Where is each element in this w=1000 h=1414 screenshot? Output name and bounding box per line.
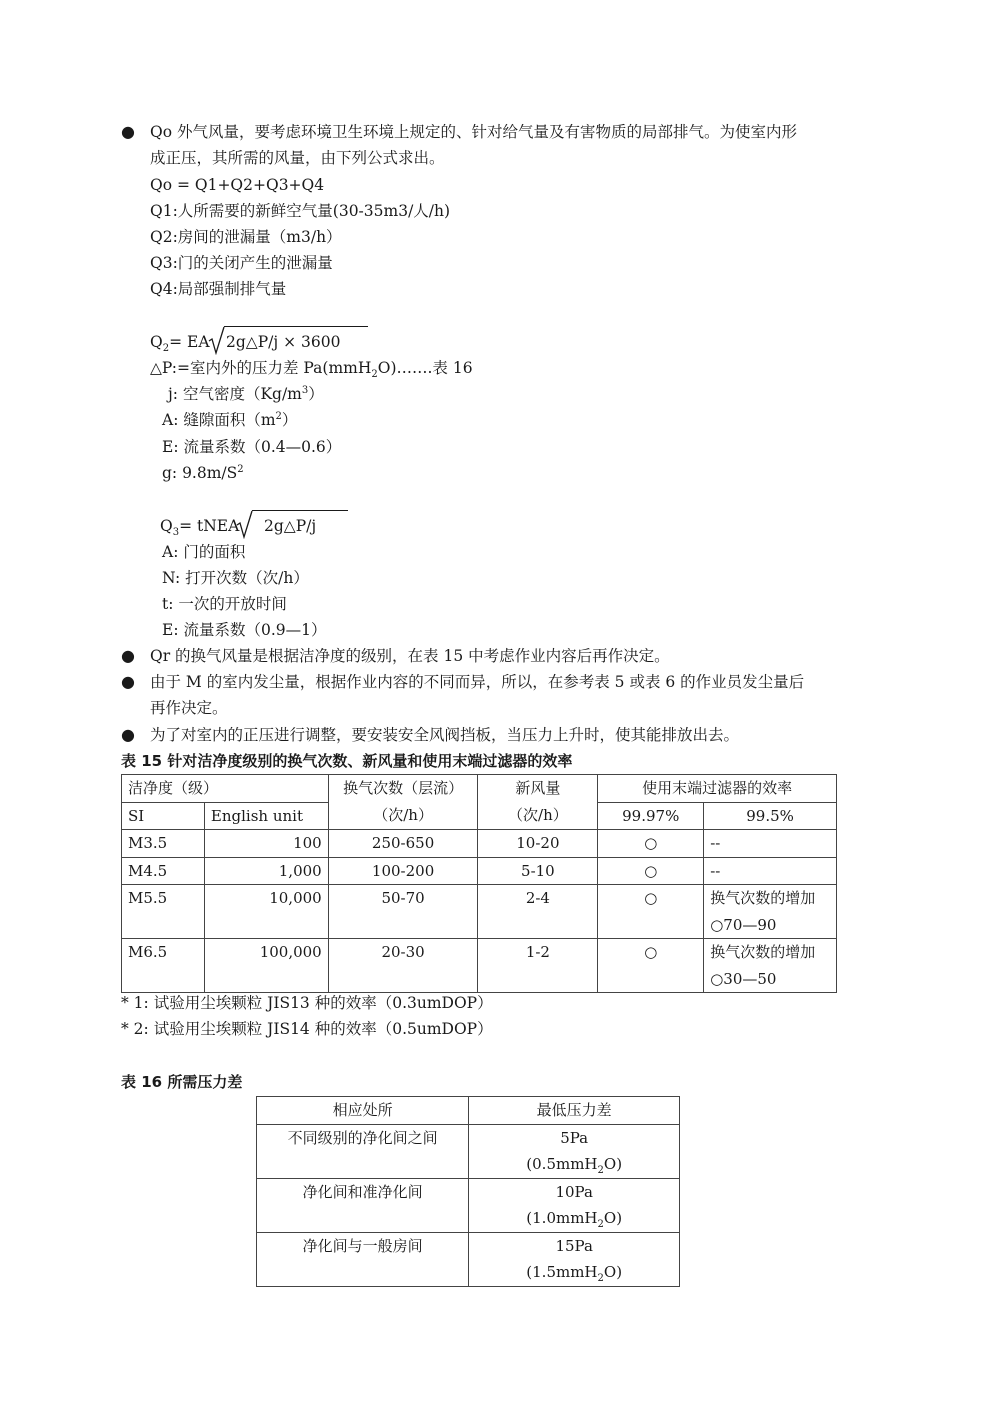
table-row (122, 830, 837, 858)
table15-note-1: * 1: 试验用尘埃颗粒 JIS13 种的效率（0.3umDOP） (121, 994, 493, 1012)
header-filter: 使用末端过滤器的效率 (598, 775, 837, 803)
header-location: 相应处所 (257, 1097, 469, 1125)
mm-text-post: O) (603, 1155, 623, 1173)
cell-pressure-pa: 15Pa (555, 1236, 593, 1255)
cell-location: 净化间与一般房间 (257, 1232, 469, 1286)
header-air-changes-label: 换气次数（层流） (343, 779, 464, 797)
j-text-post: ） (308, 385, 324, 403)
j-text: j: 空气密度（Kg/m (168, 385, 302, 403)
mm-sub: 2 (597, 1165, 604, 1176)
q1-definition: Q1:人所需要的新鲜空气量(30-35m3/人/h) (150, 202, 451, 220)
q2-radicand: 2g△P/j × 3600 (226, 333, 341, 351)
cell-eff2 (704, 885, 837, 939)
table15 (121, 774, 837, 993)
cell-eff2-line2: ○70—90 (710, 915, 777, 934)
e-definition: E: 流量系数（0.4—0.6） (162, 438, 342, 456)
header-si: SI (122, 802, 205, 830)
header-air-changes-unit: （次/h） (373, 805, 433, 824)
mm-sub: 2 (597, 1273, 604, 1284)
header-fresh-air-label: 新风量 (515, 779, 561, 797)
paragraph-m-line1: 由于 M 的室内发尘量，根据作业内容的不同而异，所以，在参考表 5 或表 6 的作业员发尘量后 (150, 673, 805, 691)
table16 (256, 1096, 680, 1287)
cell-pressure-mm (475, 1259, 673, 1286)
cell-si: M4.5 (122, 857, 205, 885)
table15-title: 表 15 针对洁净度级别的换气次数、新风量和使用末端过滤器的效率 (121, 752, 573, 770)
cell-pressure-pa: 5Pa (560, 1128, 589, 1147)
q3-definition: Q3:门的关闭产生的泄漏量 (150, 254, 333, 272)
q2-lhs-sub: 2 (162, 343, 170, 355)
a-sup: 2 (275, 410, 282, 422)
cell-eff2-line1: 换气次数的增加 (710, 943, 816, 961)
g-sup: 2 (237, 463, 244, 475)
header-fresh-air (478, 775, 598, 830)
cell-air-changes: 100-200 (328, 857, 478, 885)
cell-air-changes: 20-30 (328, 939, 478, 993)
cell-pressure (469, 1232, 680, 1286)
mm-text: (0.5mmH (526, 1155, 598, 1173)
delta-p-text-post: O)…….表 16 (377, 359, 473, 377)
cell-fresh-air: 5-10 (478, 857, 598, 885)
qo-formula: Qo = Q1+Q2+Q3+Q4 (150, 176, 325, 194)
header-eff1: 99.97% (598, 802, 704, 830)
bullet-4: ● (121, 725, 135, 744)
q3-lhs-rest: = tNEA (179, 517, 240, 535)
table-row (257, 1232, 680, 1286)
cell-english: 1,000 (204, 857, 328, 885)
q2-formula (150, 332, 210, 355)
cell-pressure (469, 1178, 680, 1232)
cell-pressure-mm (475, 1205, 673, 1232)
cell-eff1: ○ (598, 830, 704, 858)
table-row (257, 1178, 680, 1232)
cell-pressure (469, 1124, 680, 1178)
cell-english: 100,000 (204, 939, 328, 993)
j-definition (168, 384, 324, 404)
mm-text-post: O) (603, 1263, 623, 1281)
cell-eff1: ○ (598, 885, 704, 939)
mm-sub: 2 (597, 1219, 604, 1230)
q3-a-definition: A: 门的面积 (162, 543, 246, 561)
q3-n-definition: N: 打开次数（次/h） (162, 569, 309, 587)
mm-text: (1.0mmH (526, 1209, 598, 1227)
header-eff2: 99.5% (704, 802, 837, 830)
q3-lhs-sub: 3 (172, 527, 180, 539)
q4-definition: Q4:局部强制排气量 (150, 280, 287, 298)
header-air-changes (328, 775, 478, 830)
a-text-post: ） (281, 411, 298, 429)
paragraph-m-line2: 再作决定。 (150, 699, 228, 717)
paragraph-qo-line2: 成正压，其所需的风量，由下列公式求出。 (150, 149, 445, 167)
cell-eff2: -- (704, 857, 837, 885)
cell-si: M5.5 (122, 885, 205, 939)
cell-air-changes: 50-70 (328, 885, 478, 939)
cell-english: 10,000 (204, 885, 328, 939)
bullet-2: ● (121, 646, 135, 665)
q2-definition: Q2:房间的泄漏量（m3/h） (150, 228, 342, 246)
paragraph-qr: Qr 的换气风量是根据洁净度的级别，在表 15 中考虑作业内容后再作决定。 (150, 647, 670, 665)
cell-location: 不同级别的净化间之间 (257, 1124, 469, 1178)
q3-radicand: 2g△P/j (264, 517, 317, 535)
table-row (122, 939, 837, 993)
cell-location: 净化间和准净化间 (257, 1178, 469, 1232)
header-english: English unit (204, 802, 328, 830)
j-sup: 3 (301, 384, 309, 396)
cell-eff2-line2: ○30—50 (710, 969, 777, 988)
cell-fresh-air: 1-2 (478, 939, 598, 993)
a-definition (162, 410, 297, 430)
header-min-diff: 最低压力差 (469, 1097, 680, 1125)
cell-fresh-air: 2-4 (478, 885, 598, 939)
header-cleanliness: 洁净度（级） (122, 775, 329, 803)
paragraph-qo-line1: Qo 外气风量，要考虑环境卫生环境上规定的、针对给气量及有害物质的局部排气。为使室内形 (150, 123, 797, 141)
q2-lhs: Q (150, 333, 163, 351)
sqrt-icon (236, 509, 256, 539)
bullet-1: ● (121, 122, 135, 141)
q3-formula (160, 516, 240, 539)
table-row (122, 857, 837, 885)
table-row (257, 1124, 680, 1178)
bullet-3: ● (121, 672, 135, 691)
cell-pressure-pa: 10Pa (555, 1182, 593, 1201)
cell-eff2-line1: 换气次数的增加 (710, 889, 816, 907)
mm-text-post: O) (603, 1209, 623, 1227)
cell-eff1: ○ (598, 857, 704, 885)
g-text: g: 9.8m/S (162, 464, 238, 482)
cell-eff1: ○ (598, 939, 704, 993)
q2-lhs-rest: = EA (169, 333, 210, 351)
cell-english: 100 (204, 830, 328, 858)
cell-fresh-air: 10-20 (478, 830, 598, 858)
cell-eff2: -- (704, 830, 837, 858)
sqrt-icon (208, 325, 228, 355)
cell-si: M3.5 (122, 830, 205, 858)
q3-e-definition: E: 流量系数（0.9—1） (162, 621, 327, 639)
cell-si: M6.5 (122, 939, 205, 993)
mm-text: (1.5mmH (526, 1263, 598, 1281)
header-fresh-air-unit: （次/h） (508, 805, 568, 824)
paragraph-damper: 为了对室内的正压进行调整，要安装安全风阀挡板，当压力上升时，使其能排放出去。 (150, 726, 740, 744)
cell-air-changes: 250-650 (328, 830, 478, 858)
cell-eff2 (704, 939, 837, 993)
delta-p-text: △P:=室内外的压力差 Pa(mmH (150, 359, 372, 377)
table16-title: 表 16 所需压力差 (121, 1073, 243, 1091)
table15-note-2: * 2: 试验用尘埃颗粒 JIS14 种的效率（0.5umDOP） (121, 1020, 493, 1038)
delta-p-sub: 2 (371, 369, 378, 381)
table-row (122, 885, 837, 939)
g-definition (162, 463, 244, 483)
cell-pressure-mm (475, 1151, 673, 1178)
a-text: A: 缝隙面积（m (162, 411, 276, 429)
q3-lhs: Q (160, 517, 173, 535)
delta-p-definition (150, 358, 473, 381)
q3-t-definition: t: 一次的开放时间 (162, 595, 287, 613)
